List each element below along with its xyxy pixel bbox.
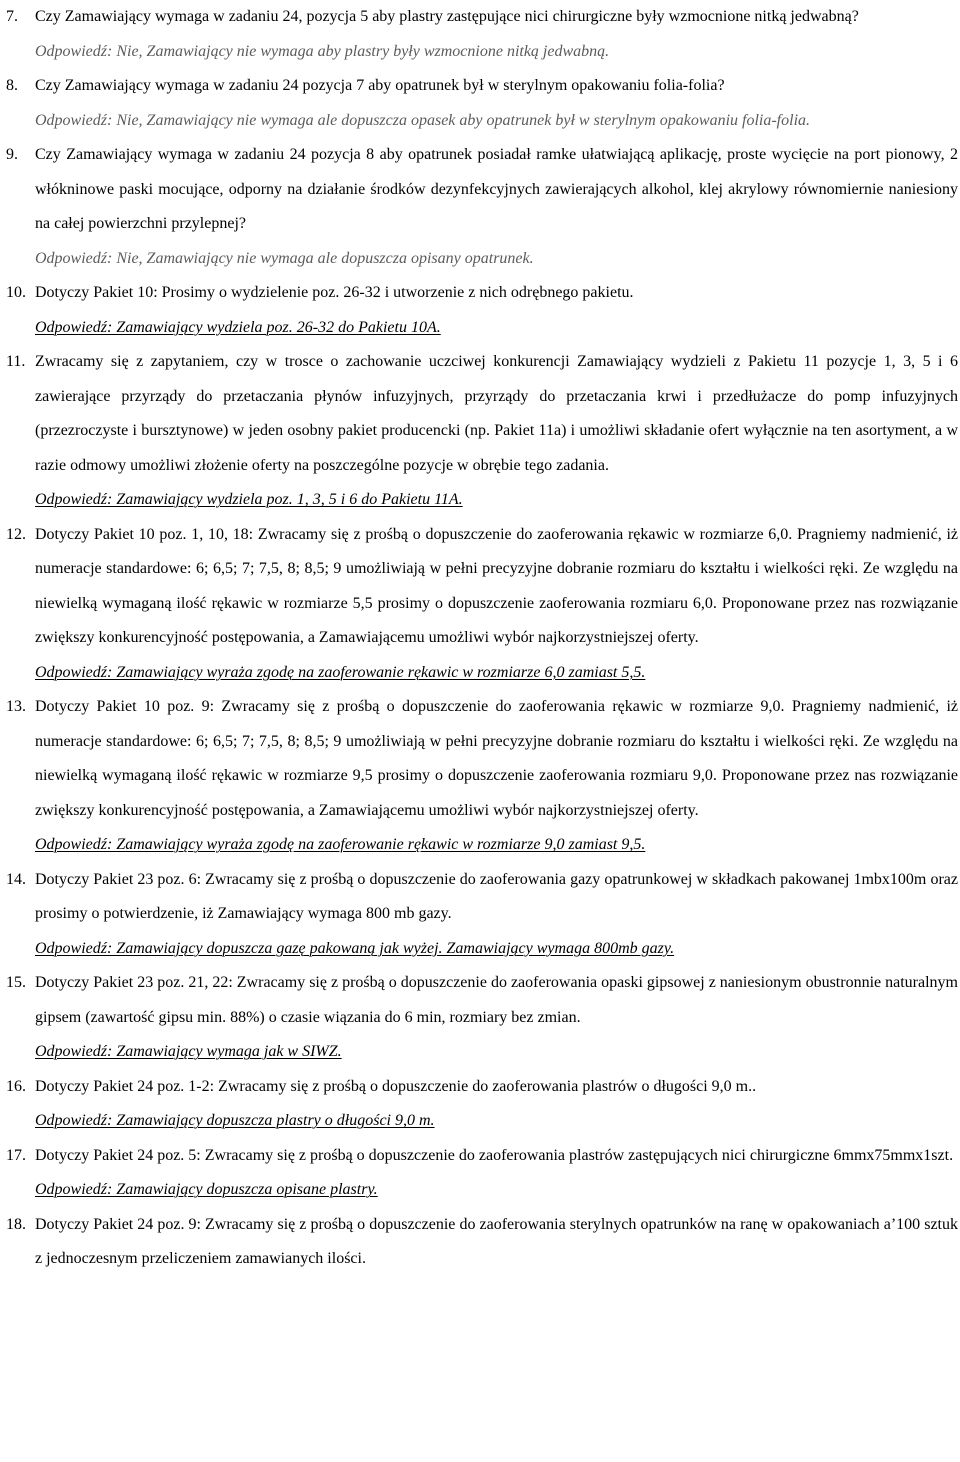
question-text: Dotyczy Pakiet 24 poz. 9: Zwracamy się z prośbą o dopuszczenie do zaoferowania sterylnych opatrunków na ranę w opakowaniach a’100 sztuk z jednoczesnym przeliczeniem zamawianych ilości. bbox=[35, 1215, 958, 1267]
answer-text: Odpowiedź: Zamawiający wyraża zgodę na zaoferowanie rękawic w rozmiarze 6,0 zamiast 5,5. bbox=[35, 663, 646, 681]
item-number: 17. bbox=[6, 1146, 26, 1164]
qa-item-14 bbox=[0, 863, 960, 967]
question-text: Czy Zamawiający wymaga w zadaniu 24 pozycja 7 aby opatrunek był w sterylnym opakowaniu folia-folia? bbox=[35, 77, 725, 94]
qa-item-11 bbox=[0, 345, 960, 518]
question-text: Dotyczy Pakiet 10 poz. 9: Zwracamy się z prośbą o dopuszczenie do zaoferowania rękawic w rozmiarze 9,0. Pragniemy nadmienić, iż numeracje standardowe: 6; 6,5; 7; 7,5, 8; 8,5; 9 umożliwiają w pełni precyzyjne dobranie rozmiaru do kształtu i wielkości ręki. Ze względu na niewielką wymaganą ilość rękawic w rozmiarze 9,5 prosimy o dopuszczenie zaoferowania rozmiaru 9,0. Proponowane przez nas rozwiązanie zwiększy konkurencyjność postępowania, a Zamawiającemu umożliwi wybór najkorzystniejszej oferty. bbox=[35, 698, 958, 819]
item-number: 16. bbox=[6, 1077, 26, 1095]
item-number: 8. bbox=[6, 77, 18, 94]
qa-item-16 bbox=[0, 1070, 960, 1139]
item-number: 12. bbox=[6, 525, 26, 543]
question-text: Dotyczy Pakiet 24 poz. 5: Zwracamy się z prośbą o dopuszczenie do zaoferowania plastrów zastępujących nici chirurgiczne 6mmx75mmx1szt. bbox=[35, 1146, 954, 1164]
answer-text: Odpowiedź: Nie, Zamawiający nie wymaga aby plastry były wzmocnione nitką jedwabną. bbox=[35, 42, 610, 60]
answer-text: Odpowiedź: Zamawiający wyraża zgodę na zaoferowanie rękawic w rozmiarze 9,0 zamiast 9,5. bbox=[35, 836, 646, 853]
qa-item-7 bbox=[0, 0, 960, 69]
question-text: Dotyczy Pakiet 10 poz. 1, 10, 18: Zwracamy się z prośbą o dopuszczenie do zaoferowania rękawic w rozmiarze 6,0. Pragniemy nadmienić, iż numeracje standardowe: 6; 6,5; 7; 7,5, 8; 8,5; 9 umożliwiają w pełni precyzyjne dobranie rozmiaru do kształtu i wielkości ręki. Ze względu na niewielką wymaganą ilość rękawic w rozmiarze 5,5 prosimy o dopuszczenie zaoferowania rozmiaru 6,0. Proponowane przez nas rozwiązanie zwiększy konkurencyjność postępowania, a Zamawiającemu umożliwi wybór najkorzystniejszej oferty. bbox=[35, 525, 958, 646]
answer-text: Odpowiedź: Zamawiający wymaga jak w SIWZ. bbox=[35, 1043, 342, 1060]
question-text: Dotyczy Pakiet 23 poz. 6: Zwracamy się z prośbą o dopuszczenie do zaoferowania gazy opatrunkowej w składkach pakowanej 1mbx100m oraz prosimy o potwierdzenie, iż Zamawiający wymaga 800 mb gazy. bbox=[35, 870, 958, 922]
answer-text: Odpowiedź: Zamawiający dopuszcza opisane plastry. bbox=[35, 1181, 378, 1198]
qa-item-15 bbox=[0, 966, 960, 1070]
answer-text: Odpowiedź: Zamawiający wydziela poz. 26-32 do Pakietu 10A. bbox=[35, 318, 441, 336]
item-number: 15. bbox=[6, 974, 26, 991]
item-number: 14. bbox=[6, 870, 26, 888]
answer-text: Odpowiedź: Zamawiający wydziela poz. 1, 3, 5 i 6 do Pakietu 11A. bbox=[35, 491, 463, 508]
qa-item-17 bbox=[0, 1139, 960, 1208]
answer-text: Odpowiedź: Zamawiający dopuszcza gazę pakowaną jak wyżej. Zamawiający wymaga 800mb gazy. bbox=[35, 939, 675, 957]
item-number: 13. bbox=[6, 698, 26, 715]
item-number: 11. bbox=[6, 353, 26, 370]
question-text: Zwracamy się z zapytaniem, czy w trosce o zachowanie uczciwej konkurencji Zamawiający wydzieli z Pakietu 11 pozycje 1, 3, 5 i 6 zawierające przyrządy do przetaczania płynów infuzyjnych, przyrządy do przetaczania krwi i przedłużacze do pomp infuzyjnych (przezroczyste i bursztynowe) w jeden osobny pakiet producencki (np. Pakiet 11a) i umożliwi składanie ofert wyłącznie na ten asortyment, a w razie odmowy umożliwi złożenie oferty na poszczególne pozycje w obrębie tego zadania. bbox=[35, 353, 958, 474]
item-number: 9. bbox=[6, 146, 18, 163]
question-text: Dotyczy Pakiet 24 poz. 1-2: Zwracamy się z prośbą o dopuszczenie do zaoferowania plastrów o długości 9,0 m.. bbox=[35, 1077, 757, 1095]
question-text: Dotyczy Pakiet 23 poz. 21, 22: Zwracamy się z prośbą o dopuszczenie do zaoferowania opaski gipsowej z naniesionym obustronnie naturalnym gipsem (zawartość gipsu min. 88%) o czasie wiązania do 6 min, rozmiary bez zmian. bbox=[35, 974, 958, 1026]
item-number: 10. bbox=[6, 284, 26, 301]
question-text: Czy Zamawiający wymaga w zadaniu 24, pozycja 5 aby plastry zastępujące nici chirurgiczne były wzmocnione nitką jedwabną? bbox=[35, 8, 859, 25]
item-number: 18. bbox=[6, 1215, 26, 1233]
qa-item-10 bbox=[0, 276, 960, 345]
answer-text: Odpowiedź: Nie, Zamawiający nie wymaga ale dopuszcza opisany opatrunek. bbox=[35, 249, 534, 267]
qa-item-9 bbox=[0, 138, 960, 276]
answer-text: Odpowiedź: Nie, Zamawiający nie wymaga ale dopuszcza opasek aby opatrunek był w sterylnym opakowaniu folia-folia. bbox=[35, 111, 811, 129]
answer-text: Odpowiedź: Zamawiający dopuszcza plastry o długości 9,0 m. bbox=[35, 1112, 435, 1129]
question-text: Dotyczy Pakiet 10: Prosimy o wydzielenie poz. 26-32 i utworzenie z nich odrębnego pakietu. bbox=[35, 284, 634, 301]
question-text: Czy Zamawiający wymaga w zadaniu 24 pozycja 8 aby opatrunek posiadał ramke ułatwiającą aplikację, proste wycięcie na port pionowy, 2 włókninowe paski mocujące, odporny na działanie środków dezynfekcyjnych zawierających alkohol, klej akrylowy równomiernie naniesiony na całej powierzchni przylepnej? bbox=[35, 146, 958, 232]
qa-item-13 bbox=[0, 690, 960, 863]
qa-item-18 bbox=[0, 1208, 960, 1277]
qa-item-12 bbox=[0, 518, 960, 691]
qa-item-8 bbox=[0, 69, 960, 138]
item-number: 7. bbox=[6, 8, 18, 25]
